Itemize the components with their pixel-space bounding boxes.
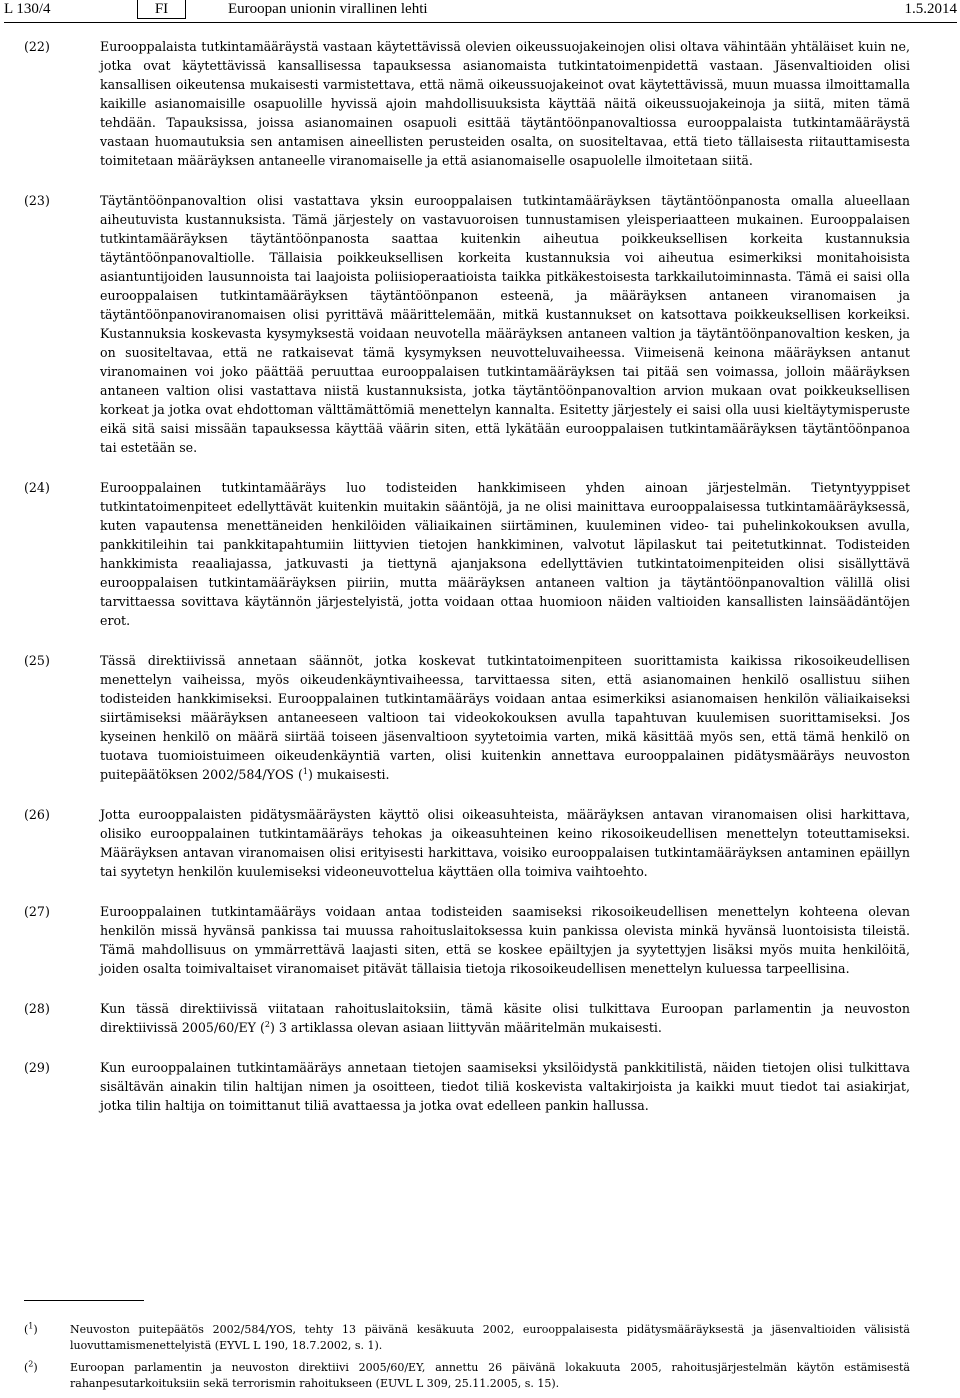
page-reference: L 130/4: [4, 1, 51, 17]
recital-text: Kun eurooppalainen tutkintamääräys annetaan tietojen saamiseksi yksilöidystä pankkitilistä, näiden tietojen olisi tulkittava sisältävän ainakin tilin haltijan nimen ja osoitteen, tiedot tiliä koskevista valtakirjoista ja kaikki muut tiedot tai asiakirjat, jotka tilin haltija on toimittanut tiliä avattaessa ja jotka ovat edelleen pankin hallussa.: [100, 1060, 910, 1113]
recital-text-part: ) mukaisesti.: [307, 767, 390, 782]
footnote-reference: 2: [264, 1019, 270, 1029]
recital-27: [24, 902, 910, 978]
recital-number: (28): [24, 1001, 50, 1016]
footnote-marker: ($^1$): [24, 1321, 38, 1336]
recital-25: [24, 651, 910, 784]
recital-number: (26): [24, 807, 50, 822]
recital-23: [24, 191, 910, 457]
language-code-box: FI: [137, 0, 186, 19]
footnote-divider: [24, 1300, 144, 1301]
footnote-reference: 1: [302, 766, 308, 776]
footnote-text: Neuvoston puitepäätös 2002/584/YOS, tehty 13 päivänä kesäkuuta 2002, eurooppalaisesta pidätysmääräyksestä ja jäsenvaltioiden välisistä luovuttamismenettelyistä (EYVL L 190, 18.7.2002, s. 1).: [70, 1323, 910, 1352]
recital-text: Jotta eurooppalaisten pidätysmääräysten käyttö olisi oikeasuhteista, määräyksen antavan viranomaisen olisi harkittava, olisiko eurooppalainen tutkintamääräys tehokas ja oikeasuhteinen keino rikosoikeudellisen menettelyn toteuttamiseksi. Määräyksen antavan viranomaisen olisi erityisesti harkittava, voisiko eurooppalaisen tutkintamääräyksen antaminen epäillyn tai syytetyn henkilön kuulemiseksi videoneuvottelua käyttäen olla toimiva vaihtoehto.: [100, 807, 910, 879]
recital-number: (29): [24, 1060, 50, 1075]
recital-29: [24, 1058, 910, 1115]
recital-text-part: Tässä direktiivissä annetaan säännöt, jotka koskevat tutkintatoimenpiteen suorittamista kaikissa rikosoikeudellisen menettelyn vaiheissa, myös oikeudenkäyntivaiheessa, tarvittaessa siten, että asianomainen henkilö osallistuu siihen todisteiden hankkimiseksi. Eurooppalainen tutkintamääräys voidaan antaa esimerkiksi asianomaisen henkilön väliaikaiseksi siirtämiseksi määräyksen antaneeseen valtioon tai videokokouksen avulla tapahtuvan kuulemisen suorittamiseksi. Jos kyseinen henkilö on määrä siirtää toiseen jäsenvaltioon syytetoimia varten, mikä käsittää myös sen, että tämä henkilö on tuotava tuomioistuimeen oikeudenkäyntiä varten, olisi kuitenkin annettava eurooppalainen pidätysmääräys neuvoston puitepäätöksen 2002/584/YOS (: [100, 653, 910, 782]
journal-title: Euroopan unionin virallinen lehti: [228, 1, 428, 17]
footnote-text: Euroopan parlamentin ja neuvoston direktiivi 2005/60/EY, annettu 26 päivänä lokakuuta 2005, rahoitusjärjestelmän käytön estämisestä rahanpesutarkoituksiin sekä terrorismin rahoitukseen (EUVL L 309, 25.11.2005, s. 15).: [70, 1361, 910, 1390]
recital-number: (22): [24, 39, 50, 54]
recital-text: Eurooppalainen tutkintamääräys voidaan antaa todisteiden saamiseksi rikosoikeudellisen menettelyn kohteena olevan henkilön missä hyvänsä pankissa tai muussa rahoituslaitoksessa kuin pankissa olevista minkä hyvänsä luontoisista tileistä. Tämä mahdollisuus on ymmärrettävä laajasti siten, että se koskee epäiltyjen ja syytettyjen lisäksi myös muita henkilöitä, joiden osalta toimivaltaiset viranomaiset pitävät tällaisia tietoja rikosoikeudellisen menettelyn kuluessa tarpeellisina.: [100, 904, 910, 976]
publication-date: 1.5.2014: [904, 1, 957, 17]
page-header: [4, 0, 957, 23]
recitals-body: [24, 37, 910, 1136]
recital-text: [100, 651, 910, 784]
footnotes: [24, 1322, 910, 1398]
recital-28: [24, 999, 910, 1037]
footnote-mark-number: 1: [28, 1321, 34, 1331]
recital-text: Eurooppalaista tutkintamääräystä vastaan käytettävissä olevien oikeussuojakeinojen olisi oltava vähintään yhtäläiset kuin ne, jotka ovat käytettävissä kansallisessa tapauksessa asianomaista tutkintatoimenpidettä vastaan. Jäsenvaltioiden olisi kansallisen oikeutensa mukaisesti varmistettava, että nämä oikeussuojakeinot ovat käytettävissä, muun muassa ilmoittamalla kaikille asianomaisille osapuolille hyvissä ajoin mahdollisuuksista käyttää näitä oikeussuojakeinoja ja siitä, miten tämä tehdään. Tapauksissa, joissa asianomainen osapuoli esittää täytäntöönpanovaltiossa eurooppalaista tutkintamääräystä vastaan huomautuksia sen antamisen aineellisten perusteiden osalta, on suositeltavaa, että tieto tällaisesta riitauttamisesta toimitetaan määräyksen antaneelle viranomaiselle ja että asianomaiselle osapuolelle ilmoitetaan siitä.: [100, 39, 910, 168]
footnote-mark-number: 2: [28, 1359, 34, 1369]
recital-text: Eurooppalainen tutkintamääräys luo todisteiden hankkimiseen yhden ainoan järjestelmän. Tietyntyyppiset tutkintatoimenpiteet edellyttävät kuitenkin muitakin sääntöjä, ja ne olisi mainittava eurooppalaisessa tutkintamääräyksessä, kuten vapautensa menettäneiden henkilöiden väliaikainen siirtäminen, kuuleminen video- tai puhelinkokouksen avulla, pankkitileihin tai pankkitapahtumiin liittyvien tietojen hankkiminen, valvotut läpilaskut tai peitetutkinnat. Todisteiden hankkimista reaaliajassa, jatkuvasti ja tiettynä ajanjaksona edellyttävien tutkintatoimenpiteiden olisi sisällyttävä eurooppalaisen tutkintamääräyksen piiriin, mutta määräyksen antaneen valtion ja täytäntöönpanovaltion välillä olisi tarvittaessa sovittava käytännön järjestelyistä, jotta voidaan ottaa huomioon näiden valtioiden kansallisten lainsäädäntöjen erot.: [100, 480, 910, 628]
recital-number: (24): [24, 480, 50, 495]
footnote-2: [24, 1360, 910, 1392]
recital-text-part: Kun tässä direktiivissä viitataan rahoituslaitoksiin, tämä käsite olisi tulkittava Euroopan parlamentin ja neuvoston direktiivissä 2005/60/EY (: [100, 1001, 910, 1035]
recital-number: (27): [24, 904, 50, 919]
recital-text-part: ) 3 artiklassa olevan asiaan liittyvän määritelmän mukaisesti.: [269, 1020, 662, 1035]
recital-text: [100, 999, 910, 1037]
recital-number: (25): [24, 653, 50, 668]
recital-26: [24, 805, 910, 881]
recital-22: [24, 37, 910, 170]
recital-24: [24, 478, 910, 630]
recital-text: Täytäntöönpanovaltion olisi vastattava yksin eurooppalaisen tutkintamääräyksen täytäntöönpanosta omalla alueellaan aiheutuvista kustannuksista. Tämä järjestely on vastavuoroisen tunnustamisen yleisperiaatteen mukainen. Eurooppalaisen tutkintamääräyksen täytäntöönpanosta saattaa kuitenkin aiheutua poikkeuksellisen korkeita kustannuksia täytäntöönpanovaltiolle. Tällaisia poikkeuksellisen korkeita kustannuksia voi aiheutua esimerkiksi monitahoisista asiantuntijoiden lausunnoista tai laajoista poliisioperaatioista taikka pitkäkestoisesta tarkkailutoiminnasta. Tämä ei saisi olla eurooppalaisen tutkintamääräyksen täytäntöönpanon esteenä, ja määräyksen antaneen viranomaisen ja täytäntöönpanoviranomaisen olisi pyrittävä määrittelemään, mitkä kustannukset on katsottava poikkeuksellisen korkeiksi. Kustannuksia koskevasta kysymyksestä voidaan neuvotella määräyksen antaneen valtion ja täytäntöönpanovaltion kesken, ja on suositeltavaa, että ne ratkaisevat tämä kysymyksen neuvotteluvaiheessa. Viimeisenä keinona määräyksen antanut viranomainen voi joko päättää peruuttaa eurooppalaisen tutkintamääräyksen tai pitää sen voimassa, jolloin määräyksen antaneen valtion olisi vastattava niistä kustannuksista, jotka täytäntöönpanovaltion arvion mukaan ovat poikkeuksellisen korkeat ja jotka ovat ehdottoman välttämättömiä menettelyn kannalta. Esitetty järjestely ei saisi olla uusi kieltäytymisperuste eikä sitä saisi missään tapauksessa käyttää väärin siten, että lykätään eurooppalaisen tutkintamääräyksen täytäntöönpanoa tai estetään se.: [100, 193, 910, 455]
footnote-marker: ($^2$): [24, 1359, 38, 1374]
recital-number: (23): [24, 193, 50, 208]
footnote-1: [24, 1322, 910, 1354]
